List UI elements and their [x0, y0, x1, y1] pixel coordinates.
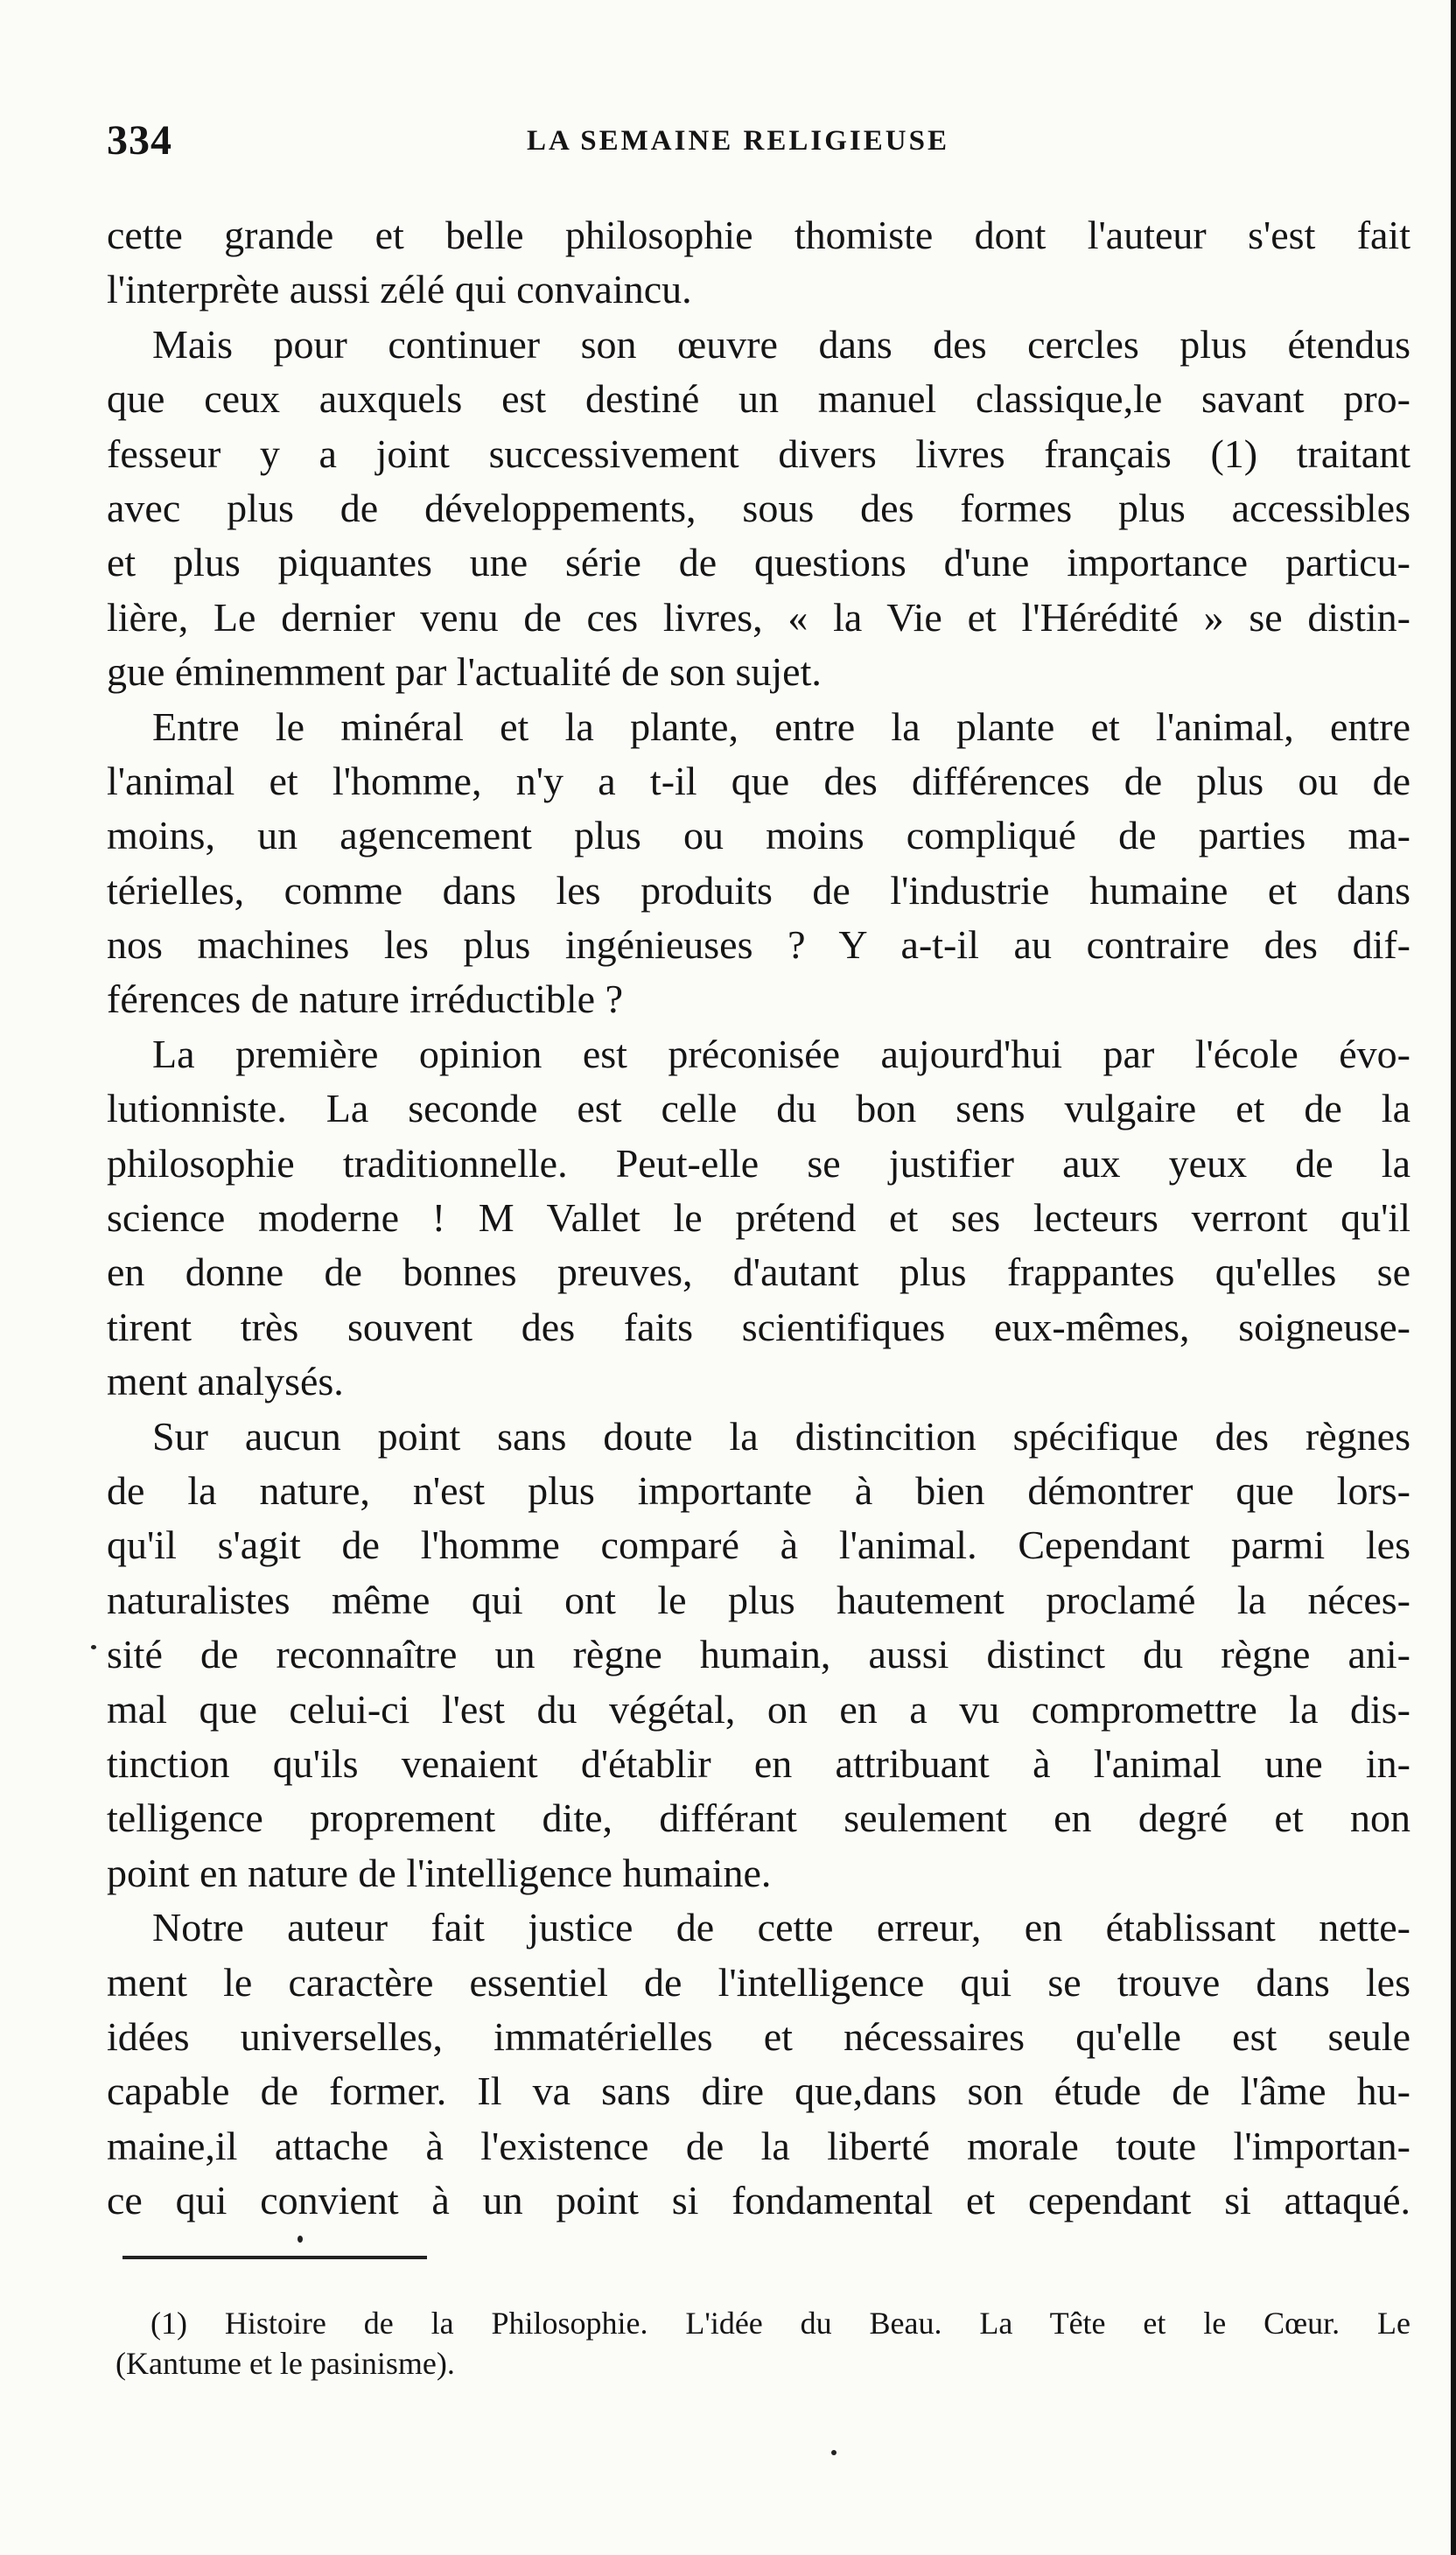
text-line: férences de nature irréductible ? — [107, 976, 623, 1022]
text-line: en donne de bonnes preuves, d'autant plus frappantes qu'elles se — [107, 1250, 1410, 1295]
text-line: qu'il s'agit de l'homme comparé à l'animal. Cependant parmi les — [107, 1522, 1410, 1568]
footnote-line: (Kantume et le pasinisme). — [116, 2346, 455, 2381]
text-line: gue éminemment par l'actualité de son sujet. — [107, 649, 822, 695]
text-line: telligence proprement dite, différant seulement en degré et non — [107, 1796, 1410, 1841]
page-number: 334 — [107, 117, 172, 164]
text-line: fesseur y a joint successivement divers livres français (1) traitant — [107, 430, 1410, 476]
ink-speck — [298, 2236, 303, 2243]
text-line: de la nature, n'est plus importante à bien démontrer que lors- — [107, 1467, 1410, 1513]
text-line: lutionniste. La seconde est celle du bon sens vulgaire et de la — [107, 1086, 1410, 1131]
body-text — [107, 208, 1410, 2228]
text-line: l'interprète aussi zélé qui convaincu. — [107, 267, 692, 312]
text-line: science moderne ! M Vallet le prétend et ses lecteurs verront qu'il — [107, 1195, 1410, 1241]
text-line: idées universelles, immatérielles et nécessaires qu'elle est seule — [107, 2013, 1410, 2059]
footnote-rule — [122, 2256, 427, 2259]
text-line: Notre auteur fait justice de cette erreur, en établissant nette- — [152, 1905, 1410, 1950]
running-title: LA SEMAINE RELIGIEUSE — [527, 125, 949, 157]
text-line: Sur aucun point sans doute la distincition spécifique des règnes — [152, 1413, 1410, 1459]
text-line: La première opinion est préconisée aujourd'hui par l'école évo- — [152, 1031, 1410, 1076]
text-line: tinction qu'ils venaient d'établir en attribuant à l'animal une in- — [107, 1740, 1410, 1786]
text-line: ment analysés. — [107, 1359, 344, 1404]
text-line: philosophie traditionnelle. Peut-elle se justifier aux yeux de la — [107, 1140, 1410, 1186]
text-line: nos machines les plus ingénieuses ? Y a-t-il au contraire des dif- — [107, 922, 1410, 968]
footnotes — [116, 2303, 1410, 2384]
text-line: avec plus de développements, sous des formes plus accessibles — [107, 485, 1410, 530]
text-line: térielles, comme dans les produits de l'industrie humaine et dans — [107, 867, 1410, 913]
text-line: mal que celui-ci l'est du végétal, on en a vu compromettre la dis- — [107, 1686, 1410, 1732]
text-line: sité de reconnaître un règne humain, aussi distinct du règne ani- — [107, 1632, 1410, 1677]
text-line: cette grande et belle philosophie thomiste dont l'auteur s'est fait — [107, 213, 1410, 257]
text-line: capable de former. Il va sans dire que,dans son étude de l'âme hu- — [107, 2068, 1410, 2114]
text-line: naturalistes même qui ont le plus hautement proclamé la néces- — [107, 1577, 1410, 1622]
text-line: et plus piquantes une série de questions d'une importance particu- — [107, 540, 1410, 585]
footnote-line: (1) Histoire de la Philosophie. L'idée du Beau. La Tête et le Cœur. Le — [150, 2306, 1410, 2341]
text-line: point en nature de l'intelligence humaine. — [107, 1850, 772, 1895]
text-line: ment le caractère essentiel de l'intelligence qui se trouve dans les — [107, 1959, 1410, 2005]
text-line: Entre le minéral et la plante, entre la plante et l'animal, entre — [152, 704, 1410, 749]
text-line: maine,il attache à l'existence de la liberté morale toute l'importan- — [107, 2123, 1410, 2168]
page-header — [107, 116, 1410, 169]
text-line: Mais pour continuer son œuvre dans des cercles plus étendus — [152, 321, 1410, 367]
text-line: l'animal et l'homme, n'y a t-il que des différences de plus ou de — [107, 758, 1410, 803]
ink-speck — [91, 1645, 96, 1649]
ink-speck — [831, 2450, 836, 2455]
binding-edge — [1451, 0, 1456, 2555]
text-line: lière, Le dernier venu de ces livres, « la Vie et l'Hérédité » se distin- — [107, 594, 1410, 640]
text-line: tirent très souvent des faits scientifiques eux-mêmes, soigneuse- — [107, 1304, 1410, 1349]
text-line: moins, un agencement plus ou moins compliqué de parties ma- — [107, 813, 1410, 858]
text-line: ce qui convient à un point si fondamental et cependant si attaqué. — [107, 2178, 1410, 2223]
text-line: que ceux auxquels est destiné un manuel classique,le savant pro- — [107, 376, 1410, 422]
